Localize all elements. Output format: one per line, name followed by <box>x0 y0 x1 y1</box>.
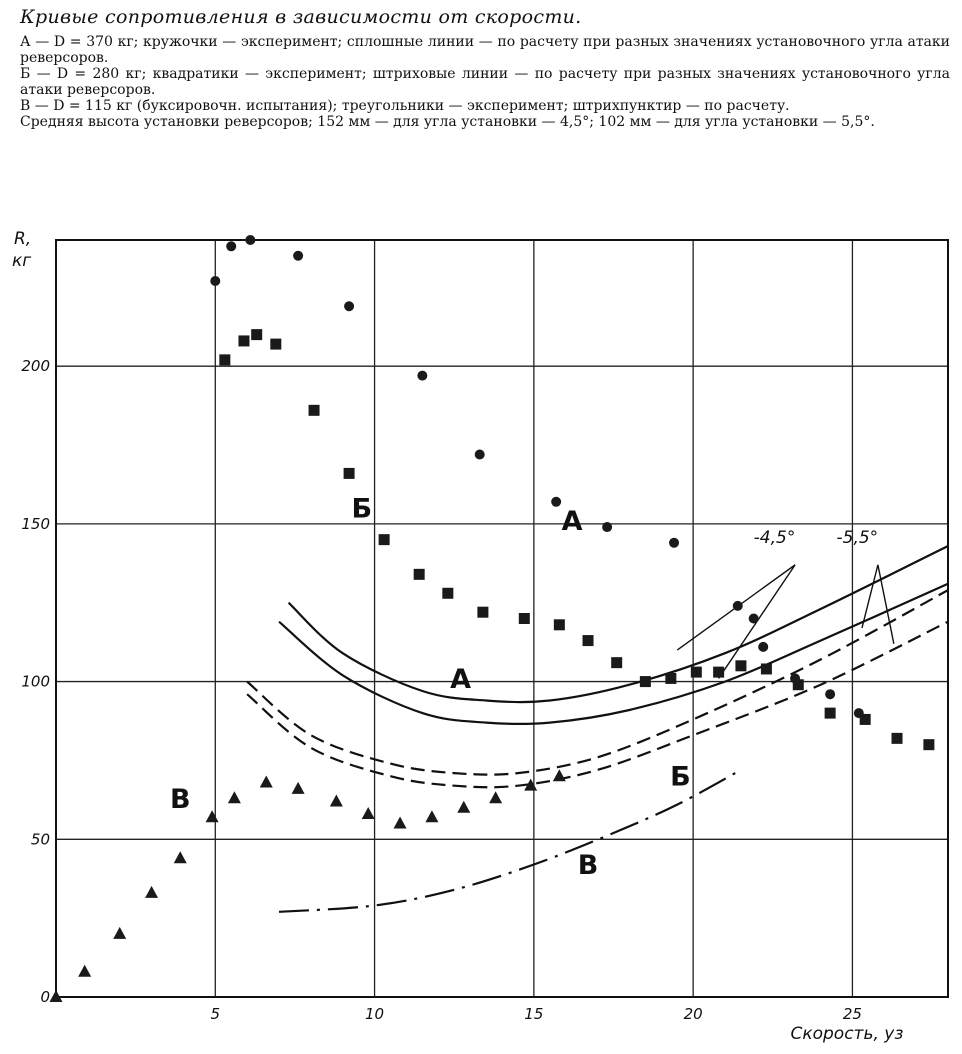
tick-labels <box>21 357 862 1023</box>
square-point <box>477 607 488 618</box>
triangle-point <box>206 810 219 822</box>
curve-letter-label: Б <box>351 493 373 525</box>
circle-point <box>749 614 759 624</box>
triangle-point <box>260 776 273 788</box>
square-point <box>309 405 320 416</box>
calc-curve-solid <box>289 546 948 702</box>
triangle-point <box>330 794 343 806</box>
square-point <box>691 667 702 678</box>
curve-letter-label: Б <box>670 761 691 793</box>
caption-line-v: В — D = 115 кг (буксировочн. испытания); треугольники — эксперимент; штрихпунктир — по расчету. <box>20 98 790 114</box>
square-point <box>665 673 676 684</box>
square-point <box>344 468 355 479</box>
square-point <box>414 569 425 580</box>
circle-point <box>602 522 612 532</box>
triangle-point <box>457 801 470 813</box>
circle-point <box>226 241 236 251</box>
circle-point <box>669 538 679 548</box>
x-tick-label: 10 <box>365 1005 385 1023</box>
square-point <box>270 339 281 350</box>
x-axis-label: Скорость, уз <box>790 1024 904 1044</box>
y-axis-unit: кг <box>12 251 32 271</box>
curve-letter-label: В <box>577 849 599 881</box>
circle-point <box>551 497 561 507</box>
caption-line-b: Б — D = 280 кг; квадратики — эксперимент; штриховые линии — по расчету при разных значениях установочного угла атаки реверсоров. <box>20 66 950 98</box>
y-tick-label: 0 <box>40 988 50 1006</box>
square-point <box>238 335 249 346</box>
square-point <box>640 676 651 687</box>
y-tick-label: 100 <box>21 672 50 691</box>
curve-letter-label: А <box>450 663 472 695</box>
square-point <box>379 534 390 545</box>
circle-point <box>245 235 255 245</box>
x-tick-label: 20 <box>683 1005 703 1023</box>
triangle-point <box>425 810 438 822</box>
circle-point <box>758 642 768 652</box>
y-axis-label: R, <box>14 229 32 249</box>
x-tick-label: 25 <box>842 1005 862 1023</box>
y-tick-label: 50 <box>30 830 50 849</box>
triangle-point <box>113 927 126 939</box>
plot-frame <box>56 240 948 997</box>
square-point <box>892 733 903 744</box>
triangle-point <box>394 817 407 829</box>
triangle-point <box>489 791 502 803</box>
triangle-point <box>553 769 566 781</box>
triangle-point <box>228 791 241 803</box>
triangle-point <box>292 782 305 794</box>
triangle-point <box>145 886 158 898</box>
calc-curve-dashed <box>247 590 948 775</box>
triangle-point <box>174 851 187 863</box>
circle-point <box>344 301 354 311</box>
square-point <box>219 354 230 365</box>
square-point <box>825 708 836 719</box>
square-point <box>519 613 530 624</box>
triangle-point <box>362 807 375 819</box>
circle-point <box>293 251 303 261</box>
square-point <box>923 739 934 750</box>
square-point <box>713 667 724 678</box>
square-point <box>611 657 622 668</box>
resistance-chart <box>0 200 962 1054</box>
circle-point <box>733 601 743 611</box>
calc-curve-dashed <box>247 622 948 788</box>
x-tick-label: 5 <box>210 1005 221 1023</box>
y-tick-label: 200 <box>21 357 50 376</box>
circle-point <box>825 689 835 699</box>
caption-line-a: А — D = 370 кг; кружочки — эксперимент; сплошные линии — по расчету при разных значениях установочного угла атаки реверсоров. <box>20 34 950 66</box>
calc-curve-solid <box>279 584 948 724</box>
angle-label: -5,5° <box>836 527 879 548</box>
caption-title: Кривые сопротивления в зависимости от скорости. <box>20 6 582 28</box>
figure-caption <box>20 6 950 130</box>
circle-point <box>475 449 485 459</box>
square-point <box>735 660 746 671</box>
square-point <box>761 663 772 674</box>
caption-line-h: Средняя высота установки реверсоров; 152 мм — для угла установки — 4,5°; 102 мм — для угла установки — 5,5°. <box>20 114 875 130</box>
circle-point <box>417 371 427 381</box>
curve-letter-label: В <box>169 783 191 815</box>
curve-letter-label: А <box>561 506 583 538</box>
square-point <box>860 714 871 725</box>
angle-label: -4,5° <box>753 527 796 548</box>
circle-point <box>210 276 220 286</box>
curve-labels <box>170 494 878 881</box>
square-point <box>554 619 565 630</box>
square-point <box>793 679 804 690</box>
x-tick-label: 15 <box>524 1005 544 1023</box>
square-point <box>442 588 453 599</box>
square-point <box>251 329 262 340</box>
triangle-point <box>78 965 91 977</box>
y-tick-label: 150 <box>21 514 50 533</box>
grid-lines <box>56 240 948 997</box>
square-point <box>583 635 594 646</box>
